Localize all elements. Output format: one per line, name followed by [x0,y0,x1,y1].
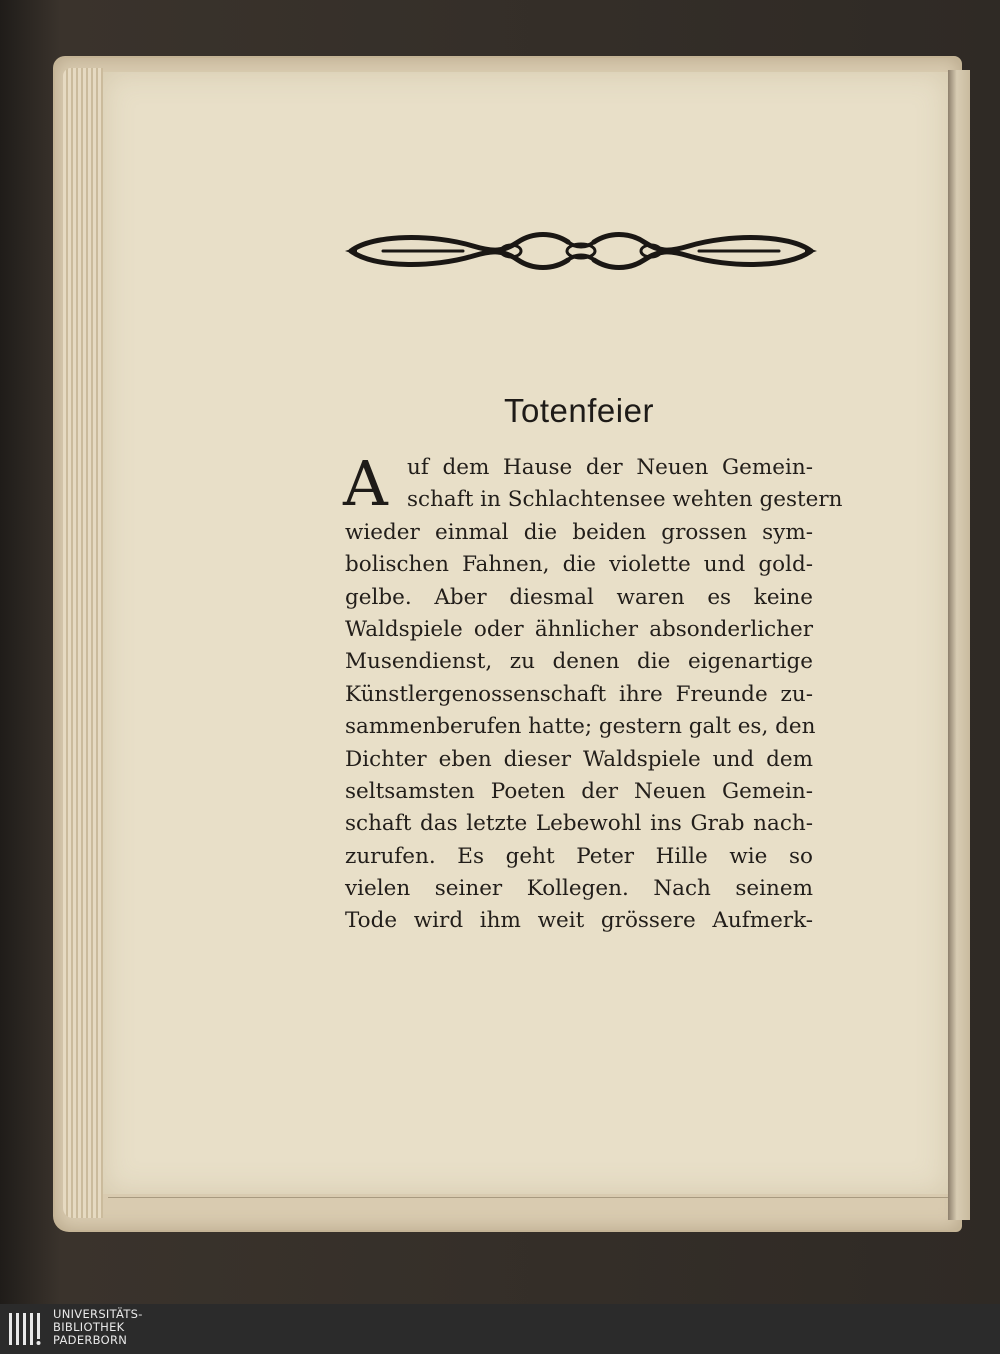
text-line: schaft in Schlachtensee wehten gestern [407,487,843,513]
text-line: vielen seiner Kollegen. Nach seinem [345,876,813,902]
text-line: bolischen Fahnen, die violette und gold- [345,552,813,578]
text-line: gelbe. Aber diesmal waren es keine [345,584,813,610]
body-paragraph [343,447,843,938]
text-line: sammenberufen hatte; gestern galt es, den [345,714,816,740]
logo-line: UNIVERSITÄTS- [53,1307,143,1321]
text-line: Musendienst, zu denen die eigenartige [345,649,813,675]
text-line: schaft das letzte Lebewohl ins Grab nach- [345,811,813,837]
footer-bar [0,1304,1000,1354]
drop-cap: A [343,447,388,520]
text-line: Dichter eben dieser Waldspiele und dem [345,746,813,772]
text-line: uf dem Hause der Neuen Gemein- [407,455,813,480]
text-line: Künstlergenossenschaft ihre Freunde zu- [345,681,813,707]
logo-line: BIBLIOTHEK [53,1320,125,1334]
library-logo-text [53,1308,143,1347]
text-line: seltsamsten Poeten der Neuen Gemein- [345,778,813,804]
text-line: wieder einmal die beiden grossen sym- [345,519,813,545]
library-columns-icon [8,1311,44,1347]
text-line: zurufen. Es geht Peter Hille wie so [345,843,813,869]
page-title: Totenfeier [504,392,654,429]
text-line: Waldspiele oder ähnlicher absonderlicher [345,616,813,642]
text-line: Tode wird ihm weit grössere Aufmerk- [345,908,813,934]
book-spine-edge [948,70,970,1220]
logo-line: PADERBORN [53,1333,128,1347]
page-edge-line [108,1197,948,1198]
art-nouveau-ornament-icon [343,228,819,274]
